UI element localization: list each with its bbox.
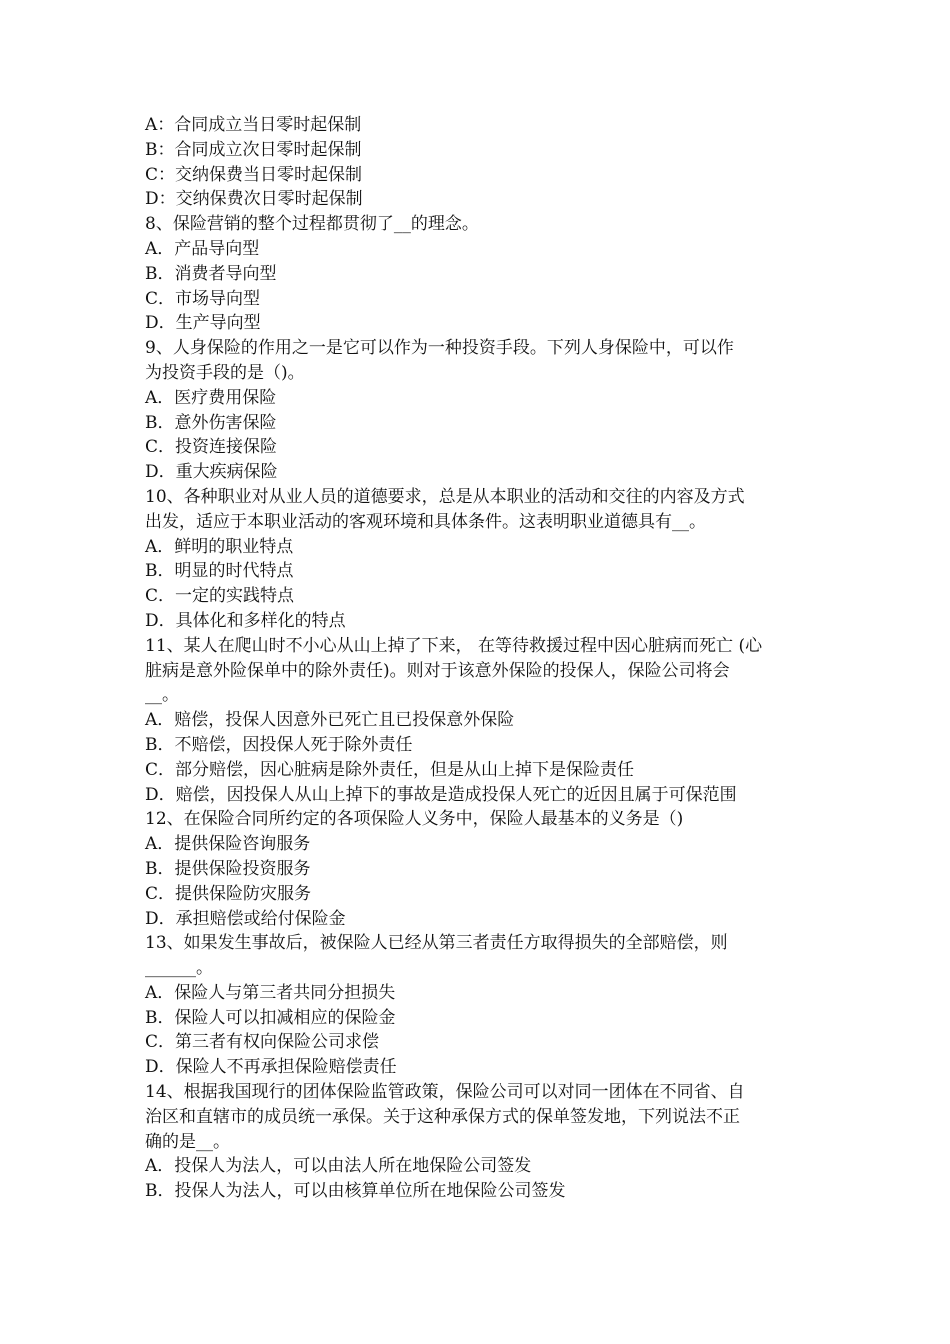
- option-b-text: B．保险人可以扣减相应的保险金: [145, 1007, 396, 1028]
- option-c-text: C．第三者有权向保险公司求偿: [145, 1032, 380, 1053]
- option-d-text: D：交纳保费次日零时起保制: [145, 189, 363, 210]
- option-d-text: D．具体化和多样化的特点: [145, 610, 346, 631]
- question-10: 10、各种职业对从业人员的道德要求，总是从本职业的活动和交往的内容及方式: [145, 486, 745, 507]
- option-c-text: C．提供保险防灾服务: [145, 883, 312, 904]
- option-b-text: B．明显的时代特点: [145, 561, 294, 582]
- option-d-text: D．承担赔偿或给付保险金: [145, 908, 346, 929]
- option-b-text: B：合同成立次日零时起保制: [145, 139, 362, 160]
- option-b-text: B．消费者导向型: [145, 263, 277, 284]
- option-b-text: B．投保人为法人，可以由核算单位所在地保险公司签发: [145, 1181, 566, 1202]
- question-11: 11、某人在爬山时不小心从山上掉了下来， 在等待救援过程中因心脏病而死亡 (心: [145, 635, 763, 656]
- question-11-continued: 脏病是意外险保单中的除外责任)。则对于该意外保险的投保人，保险公司将会: [145, 660, 730, 681]
- option-a-text: A．投保人为法人，可以由法人所在地保险公司签发: [145, 1156, 532, 1177]
- option-c-text: C．一定的实践特点: [145, 586, 295, 607]
- question-14-continued: 治区和直辖市的成员统一承保。关于这种承保方式的保单签发地，下列说法不正: [145, 1106, 740, 1127]
- question-8: 8、保险营销的整个过程都贯彻了__的理念。: [145, 214, 479, 235]
- option-d-text: D．赔偿，因投保人从山上掉下的事故是造成投保人死亡的近因且属于可保范围: [145, 784, 737, 805]
- question-9-continued: 为投资手段的是（)。: [145, 362, 305, 383]
- question-12: 12、在保险合同所约定的各项保险人义务中，保险人最基本的义务是（): [145, 809, 684, 830]
- option-c-text: C．投资连接保险: [145, 437, 278, 458]
- option-c-text: C：交纳保费当日零时起保制: [145, 164, 363, 185]
- question-11-blank: __。: [145, 685, 179, 706]
- question-14: 14、根据我国现行的团体保险监管政策，保险公司可以对同一团体在不同省、自: [145, 1082, 745, 1103]
- option-b-text: B．意外伤害保险: [145, 412, 277, 433]
- option-d-text: D．生产导向型: [145, 313, 261, 334]
- option-c-text: C．部分赔偿，因心脏病是除外责任，但是从山上掉下是保险责任: [145, 759, 635, 780]
- option-a-text: A．产品导向型: [145, 238, 260, 259]
- option-a-text: A．赔偿，投保人因意外已死亡且已投保意外保险: [145, 710, 515, 731]
- question-9: 9、人身保险的作用之一是它可以作为一种投资手段。下列人身保险中，可以作: [145, 338, 734, 359]
- option-a-text: A．提供保险咨询服务: [145, 834, 311, 855]
- option-a-text: A．保险人与第三者共同分担损失: [145, 982, 396, 1003]
- option-b-text: B．提供保险投资服务: [145, 858, 311, 879]
- document-body: [145, 113, 810, 1204]
- option-a-text: A．医疗费用保险: [145, 387, 277, 408]
- question-13-blank: ______。: [145, 958, 213, 979]
- option-b-text: B．不赔偿，因投保人死于除外责任: [145, 734, 413, 755]
- option-c-text: C．市场导向型: [145, 288, 261, 309]
- option-a-text: A．鲜明的职业特点: [145, 536, 294, 557]
- option-d-text: D．重大疾病保险: [145, 462, 278, 483]
- option-a-text: A：合同成立当日零时起保制: [145, 115, 362, 135]
- option-d-text: D．保险人不再承担保险赔偿责任: [145, 1057, 397, 1078]
- question-13: 13、如果发生事故后，被保险人已经从第三者责任方取得损失的全部赔偿，则: [145, 933, 728, 954]
- question-14-continued: 确的是__。: [145, 1131, 230, 1152]
- question-10-continued: 出发，适应于本职业活动的客观环境和具体条件。这表明职业道德具有__。: [145, 511, 706, 532]
